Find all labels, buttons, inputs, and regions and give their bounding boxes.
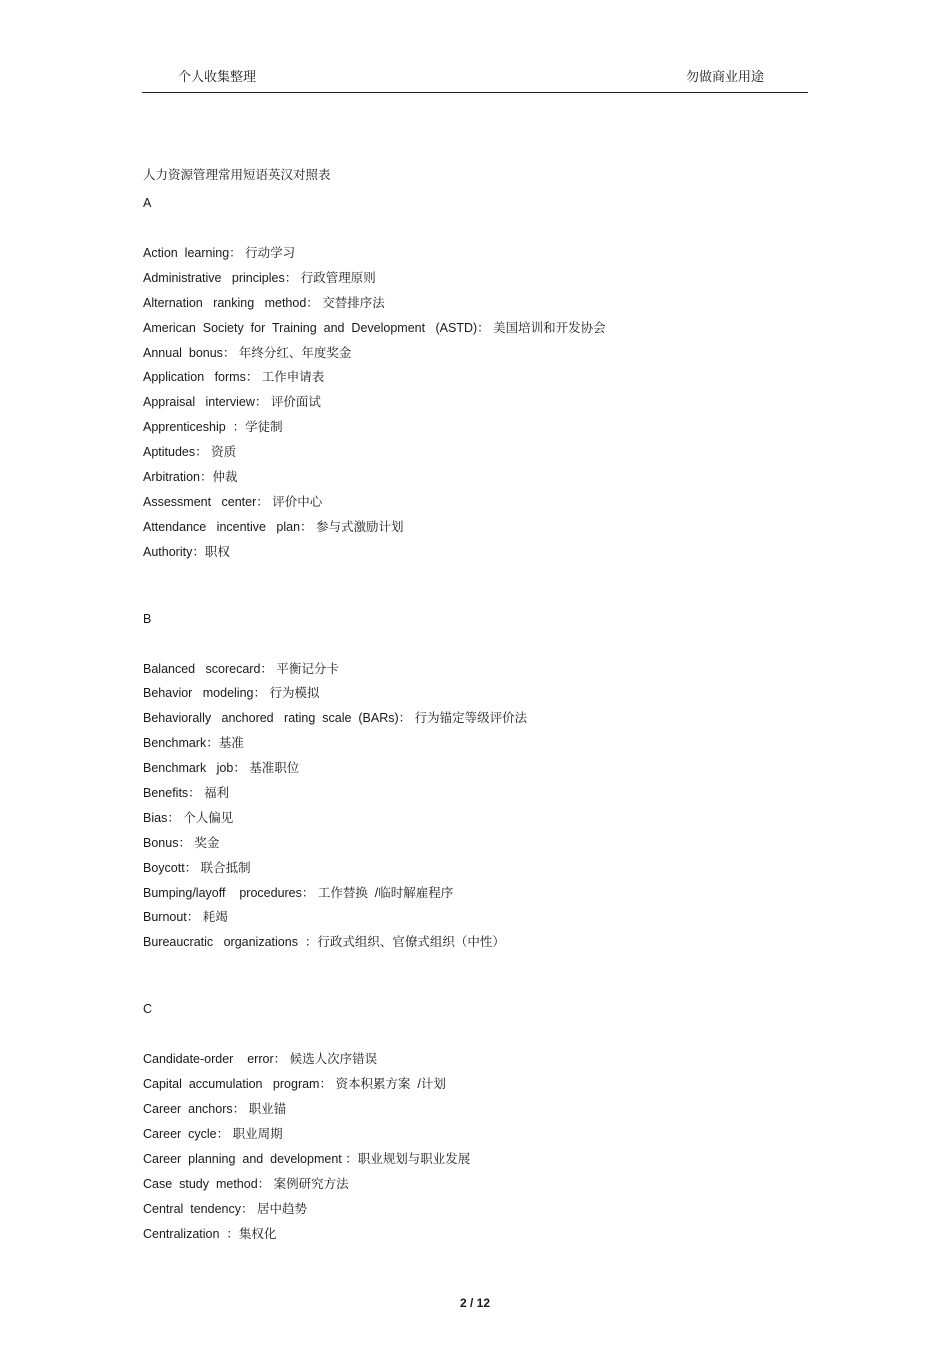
section-letter: C	[143, 1002, 153, 1017]
section-gap	[143, 568, 823, 600]
glossary-entry: Central tendency： 居中趋势	[143, 1201, 307, 1216]
header-right-text: 勿做商业用途	[685, 69, 764, 84]
glossary-entry: Bureaucratic organizations ：行政式组织、官僚式组织（中性）	[143, 935, 505, 950]
page-number: 2 / 12	[459, 1296, 491, 1310]
glossary-entry: Career planning and development ：职业规划与职业发展	[143, 1151, 471, 1166]
glossary-entry: Career anchors： 职业锚	[143, 1102, 287, 1117]
section-gap	[143, 958, 823, 990]
glossary-entry: Attendance incentive plan： 参与式激励计划	[143, 519, 404, 534]
glossary-sections	[143, 194, 823, 1243]
glossary-entry: Career cycle： 职业周期	[143, 1126, 283, 1141]
glossary-entry: Benefits： 福利	[143, 786, 230, 801]
glossary-entry: Application forms： 工作申请表	[143, 370, 325, 385]
glossary-entry: Aptitudes： 资质	[143, 445, 237, 460]
glossary-entry: Centralization ：集权化	[143, 1226, 277, 1241]
glossary-entry: Bonus： 奖金	[143, 835, 220, 850]
glossary-entry: Candidate-order error： 候选人次序错误	[143, 1052, 378, 1067]
glossary-entry: Behaviorally anchored rating scale (BARs)： 行为锚定等级评价法	[143, 711, 528, 726]
glossary-entry: Balanced scorecard： 平衡记分卡	[143, 661, 339, 676]
document-title: 人力资源管理常用短语英汉对照表	[143, 168, 331, 182]
glossary-entry: American Society for Training and Development (ASTD)： 美国培训和开发协会	[143, 320, 606, 335]
glossary-entry: Assessment center： 评价中心	[143, 494, 323, 509]
entry-list	[143, 1050, 823, 1242]
entry-list	[143, 660, 823, 952]
glossary-entry: Authority：职权	[143, 544, 230, 559]
glossary-entry: Boycott： 联合抵制	[143, 860, 251, 875]
glossary-entry: Behavior modeling： 行为模拟	[143, 686, 320, 701]
glossary-entry: Apprenticeship ：学徒制	[143, 420, 283, 435]
glossary-entry: Case study method： 案例研究方法	[143, 1176, 349, 1191]
glossary-entry: Bias： 个人偏见	[143, 810, 234, 825]
section-letter: B	[143, 611, 152, 626]
glossary-entry: Annual bonus： 年终分红、年度奖金	[143, 345, 352, 360]
glossary-entry: Benchmark：基准	[143, 736, 244, 751]
glossary-entry: Burnout： 耗竭	[143, 910, 228, 925]
glossary-entry: Capital accumulation program： 资本积累方案 /计划	[143, 1077, 446, 1092]
section-letter: A	[143, 196, 152, 210]
header-left-text: 个人收集整理	[178, 69, 257, 84]
document-body	[143, 166, 823, 1249]
glossary-entry: Arbitration：仲裁	[143, 470, 238, 485]
page-header	[142, 66, 808, 93]
glossary-entry: Bumping/layoff procedures： 工作替换 /临时解雇程序	[143, 885, 454, 900]
glossary-entry: Action learning： 行动学习	[143, 246, 296, 260]
entry-list	[143, 244, 823, 561]
glossary-entry: Appraisal interview： 评价面试	[143, 395, 321, 410]
glossary-entry: Administrative principles： 行政管理原则	[143, 270, 376, 285]
glossary-entry: Alternation ranking method： 交替排序法	[143, 295, 385, 310]
glossary-entry: Benchmark job： 基准职位	[143, 761, 300, 776]
